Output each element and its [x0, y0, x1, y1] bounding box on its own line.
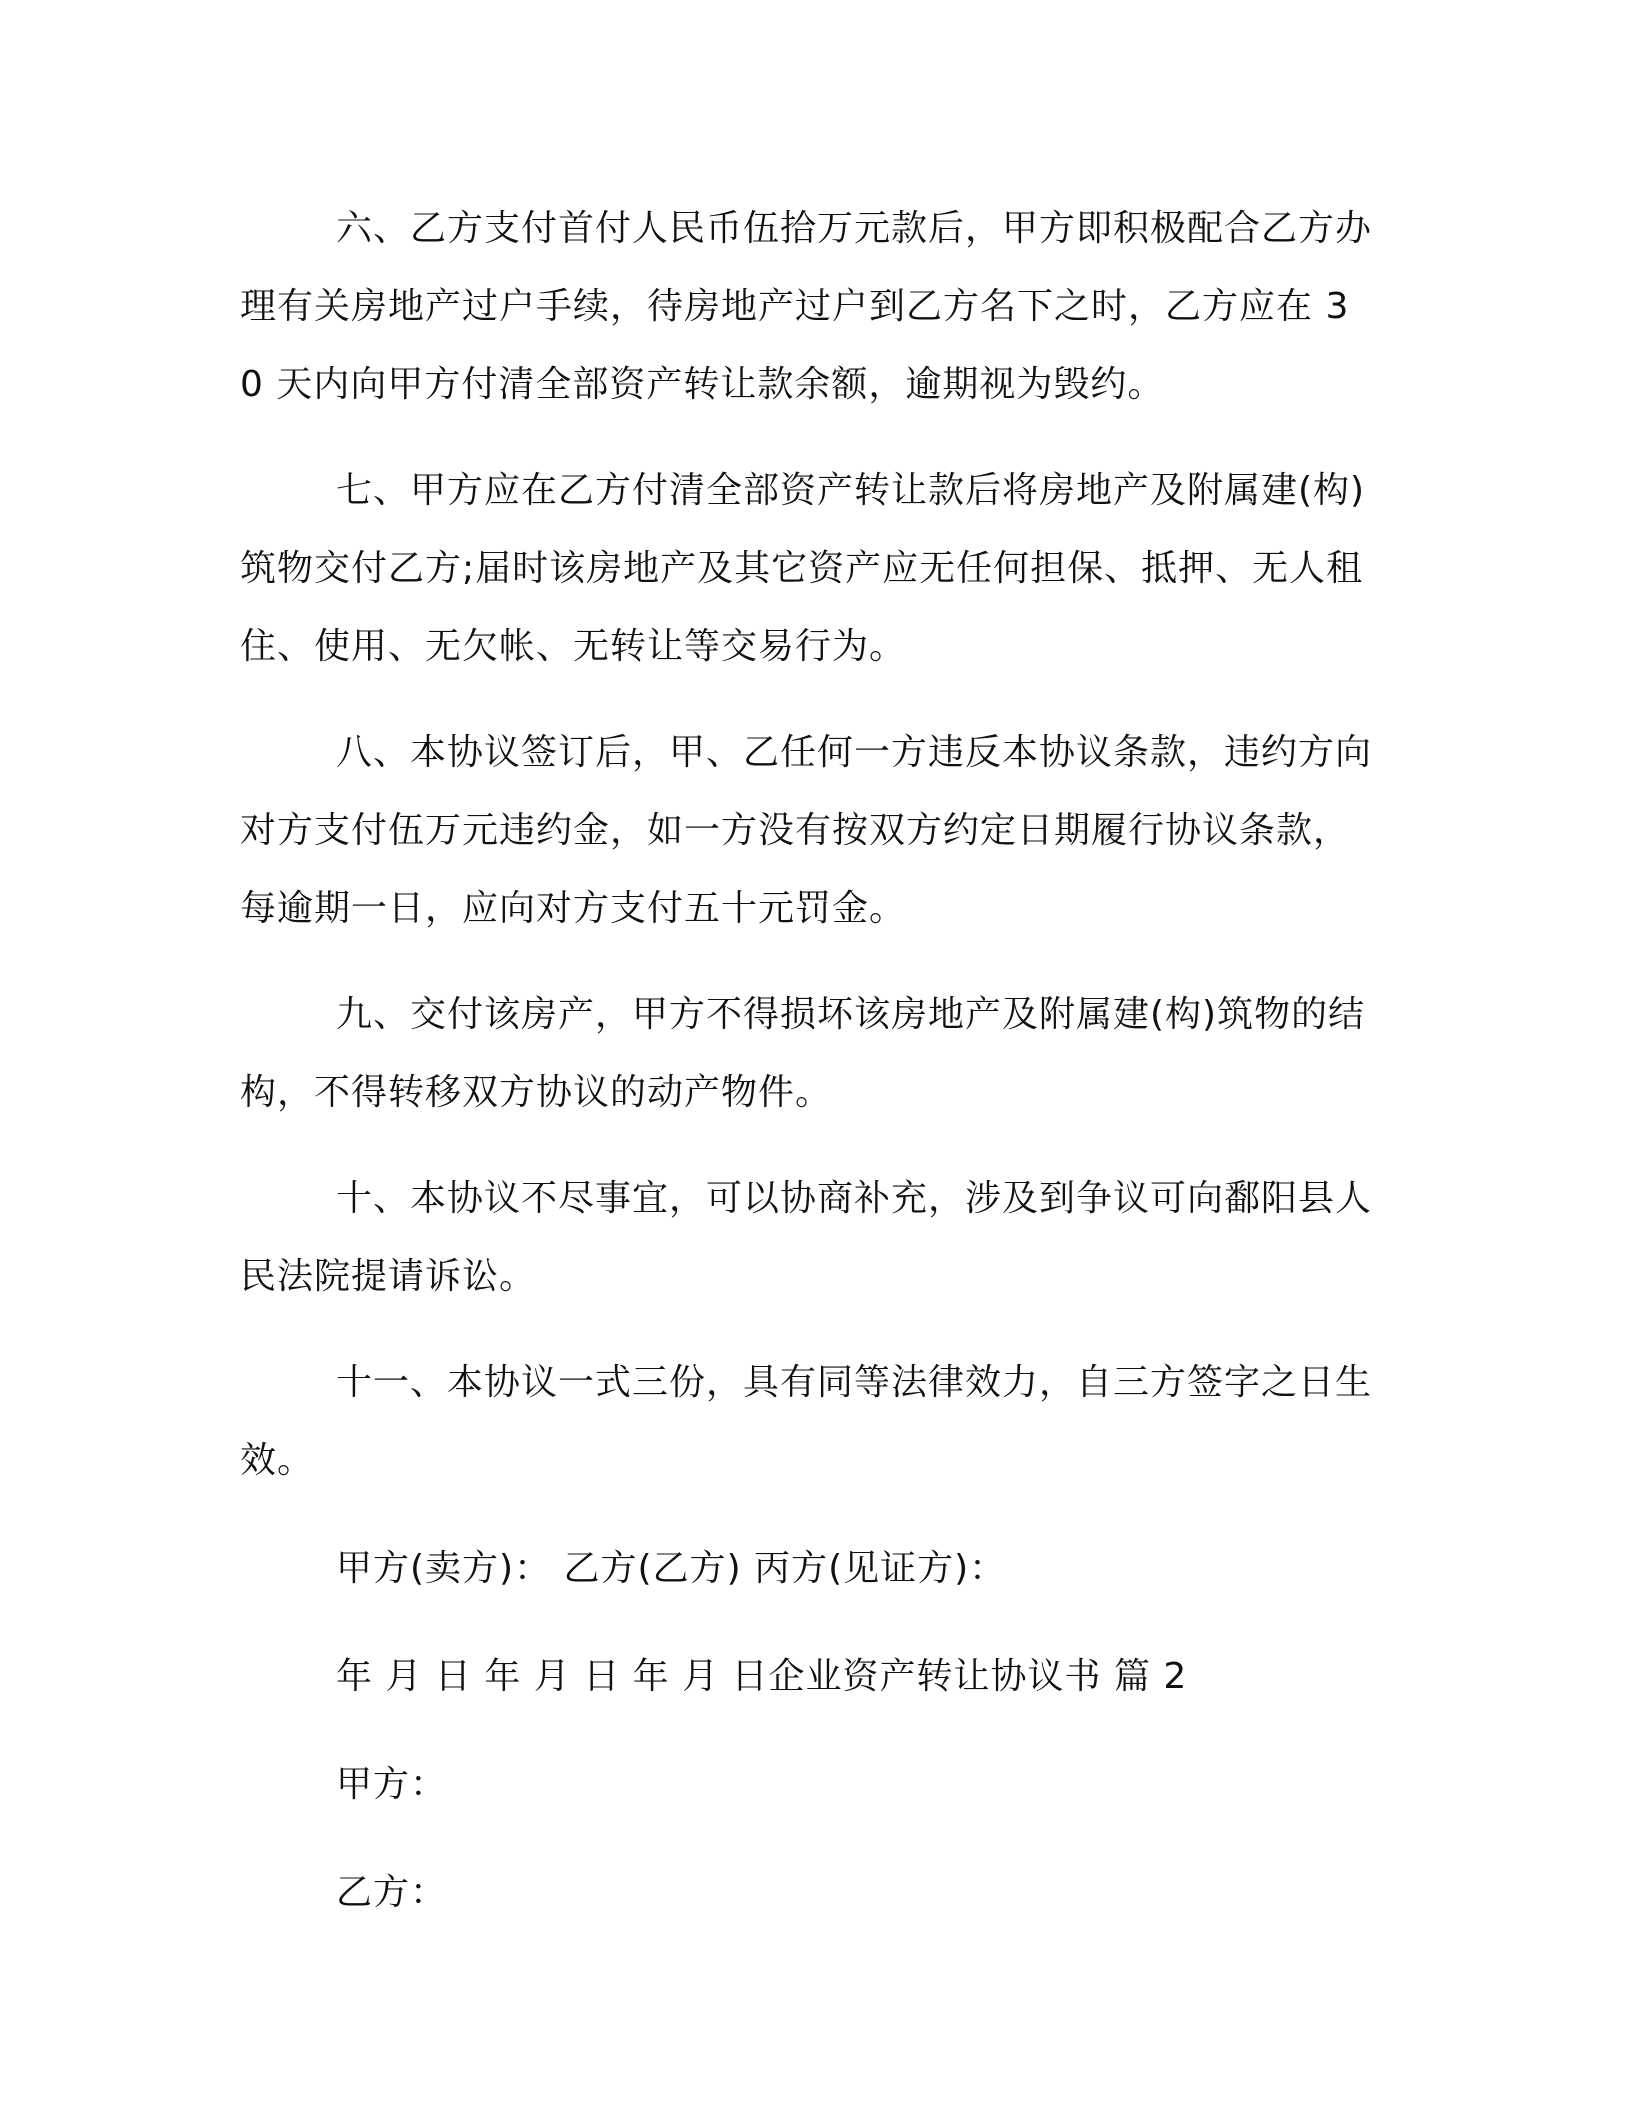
clause-10: 十、本协议不尽事宜，可以协商补充，涉及到争议可向鄱阳县人民法院提请诉讼。: [240, 1178, 1373, 1297]
party-a-label: 甲方：: [336, 1764, 448, 1805]
clause-7: 七、甲方应在乙方付清全部资产转让款后将房地产及附属建(构)筑物交付乙方;届时该房地产及其它资产应无任何担保、抵押、无人租住、使用、无欠帐、无转让等交易行为。: [240, 470, 1366, 667]
party-b-label: 乙方：: [336, 1872, 448, 1913]
clause-6: 六、乙方支付首付人民币伍拾万元款后，甲方即积极配合乙方办理有关房地产过户手续，待房地产过户到乙方名下之时，乙方应在 30 天内向甲方付清全部资产转让款余额，逾期视为毁约。: [240, 208, 1373, 405]
signature-dates-and-next-title: 年 月 日 年 月 日 年 月 日企业资产转让协议书 篇 2: [336, 1656, 1188, 1697]
clause-8: 八、本协议签订后，甲、乙任何一方违反本协议条款，违约方向对方支付伍万元违约金，如一方没有按双方约定日期履行协议条款，每逾期一日，应向对方支付五十元罚金。: [240, 732, 1373, 929]
document-body: [240, 190, 1372, 1932]
signature-parties: 甲方(卖方)： 乙方(乙方) 丙方(见证方)：: [336, 1548, 1007, 1589]
clause-9: 九、交付该房产，甲方不得损坏该房地产及附属建(构)筑物的结构，不得转移双方协议的动产物件。: [240, 994, 1366, 1113]
clause-11: 十一、本协议一式三份，具有同等法律效力，自三方签字之日生效。: [240, 1362, 1373, 1481]
